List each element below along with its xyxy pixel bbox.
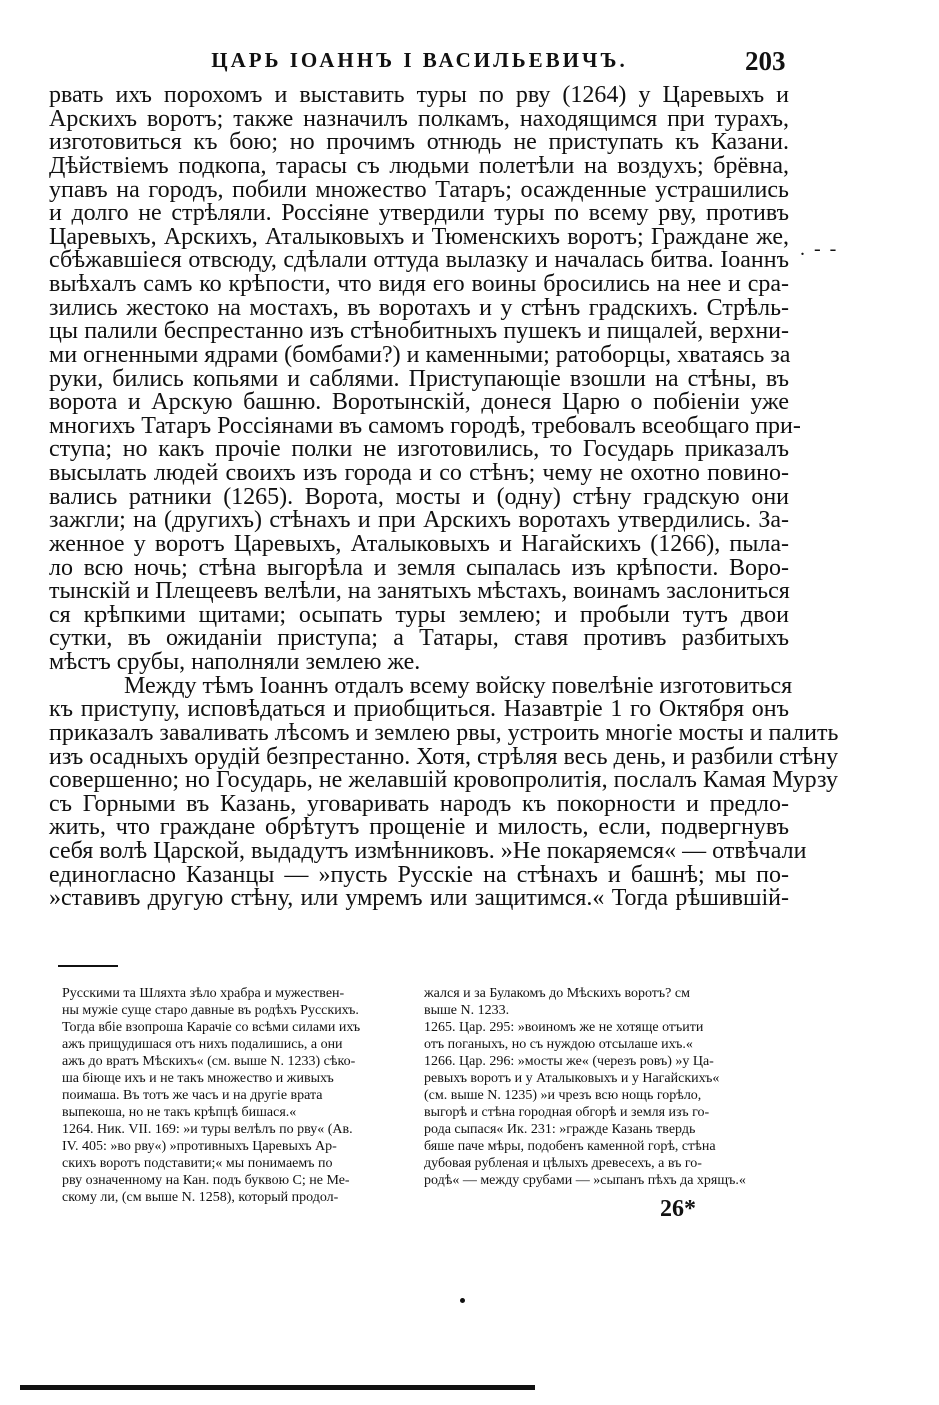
text-line: Арскихъ воротъ; также назначилъ полкамъ, находящимся при турахъ, bbox=[49, 105, 789, 132]
text-line: сбѣжавшіеся отвсюду, сдѣлали оттуда вылазку и началась битва. Іоаннъ bbox=[49, 247, 789, 274]
footnote-line: ажъ прищудишася отъ нихъ подалишись, а они bbox=[62, 1037, 343, 1052]
footnote-line: выпекоша, но не такъ крѣпцѣ бишася.« bbox=[62, 1105, 297, 1120]
text-line: выѣхалъ самъ ко крѣпости, что видя его воины бросились на нее и сра- bbox=[49, 271, 789, 297]
signature-mark: 26* bbox=[660, 1196, 696, 1222]
footnote-line: (см. выше N. 1235) »и чрезъ всю нощь горѣло, bbox=[424, 1088, 702, 1103]
footnotes-right-column bbox=[424, 985, 794, 1189]
text-line: высылать людей своихъ изъ города и со стѣнъ; чему не охотно повино- bbox=[49, 460, 789, 486]
text-line: ворота и Арскую башню. Воротынскій, донеся Царю о побіеніи уже bbox=[49, 389, 789, 416]
text-line: совершенно; но Государь, не желавшій кровопролитія, послалъ Камая Мурзу bbox=[49, 767, 838, 794]
text-line: рвать ихъ порохомъ и выставить туры по рву (1264) у Царевыхъ и bbox=[49, 82, 789, 108]
footnote-line: бяше паче мѣры, подобенъ каменной горѣ, стѣна bbox=[424, 1139, 716, 1154]
text-line: сутки, въ ожиданіи приступа; а Татары, ставя противъ разбитыхъ bbox=[49, 625, 789, 652]
footnote-line: скому ли, (см выше N. 1258), который продол- bbox=[62, 1190, 339, 1205]
text-line: изъ осадныхъ орудій безпрестанно. Хотя, стрѣляя весь день, и разбили стѣну bbox=[49, 743, 839, 770]
footnote-line: рода сыпася« Ик. 231: »граждe Казань твердь bbox=[424, 1122, 696, 1137]
footnote-line: 1264. Ник. VII. 169: »и туры велѣлъ по рву« (Ав. bbox=[62, 1122, 353, 1137]
footnote-line: Русскими та Шляхта зѣло храбра и мужествен- bbox=[62, 986, 345, 1001]
text-line: ло всю ночь; стѣна выгорѣла и земля сыпалась изъ крѣпости. Воро- bbox=[49, 554, 789, 581]
footnote-line: 1266. Цар. 296: »мосты же« (черезъ ровъ) »у Ца- bbox=[424, 1054, 714, 1069]
footnote-line: ны мужіе суще старо давные въ родѣхъ Русскихъ. bbox=[62, 1003, 359, 1018]
text-line: Царевыхъ, Арскихъ, Аталыковыхъ и Тюменскихъ воротъ; Граждане же, bbox=[49, 223, 789, 250]
text-line: руки, бились копьями и саблями. Приступающіе взошли на стѣны, въ bbox=[49, 365, 789, 392]
footnote-line: скихъ воротъ подставити;« мы понимаемъ по bbox=[62, 1156, 333, 1171]
text-line: приказалъ заваливать лѣсомъ и землею рвы, устроить многіе мосты и палить bbox=[49, 719, 839, 746]
text-line: цы палили беспрестанно изъ стѣнобитныхъ пушекъ и пищалей, верхни- bbox=[49, 318, 789, 345]
text-line: зажгли; на (другихъ) стѣнахъ и при Арскихъ воротахъ утвердились. За- bbox=[49, 507, 789, 534]
text-line: изготовиться къ бою; но прочимъ отнюдь не приступать къ Казани. bbox=[49, 129, 789, 156]
scan-edge-bar bbox=[20, 1385, 535, 1390]
footnote-line: отъ поганыхъ, но съ нуждою отсылаше ихъ.« bbox=[424, 1037, 693, 1052]
footnote-line: ревыхъ воротъ и у Аталыковыхъ и у Нагайскихъ« bbox=[424, 1071, 720, 1086]
footnote-line: родѣ« — между срубами — »сыпанъ пѣхъ да хрящъ.« bbox=[424, 1173, 746, 1188]
margin-mark: . - - bbox=[800, 238, 839, 260]
text-line: мѣстъ срубы, наполняли землею же. bbox=[49, 649, 421, 675]
ink-dot bbox=[460, 1298, 465, 1303]
footnote-line: 1265. Цар. 295: »воиномъ же не хотяще отъити bbox=[424, 1020, 704, 1035]
footnote-line: жался и за Булакомъ до Мѣскихъ воротъ? см bbox=[424, 986, 690, 1001]
footnote-line: дубовая рубленая и цѣлыхъ древесехъ, а въ го- bbox=[424, 1156, 702, 1171]
footnote-line: выше N. 1233. bbox=[424, 1003, 510, 1018]
text-line: ступа; но какъ прочіе полки не изготовились, то Государь приказалъ bbox=[49, 436, 789, 463]
page-number: 203 bbox=[745, 46, 786, 76]
footnote-line: IV. 405: »во рву«) »противныхъ Царевыхъ Ар- bbox=[62, 1139, 337, 1154]
text-line: единогласно Казанцы — »пусть Русскіе на стѣнахъ и башнѣ; мы по- bbox=[49, 861, 789, 888]
footnotes-left-column bbox=[62, 985, 422, 1206]
text-line: тынскій и Плещеевъ велѣли, на занятыхъ мѣстахъ, воинамъ заслониться bbox=[49, 578, 790, 605]
main-text-body bbox=[49, 82, 839, 912]
text-line: Дѣйствіемъ подкопа, тарасы съ людьми полетѣли на воздухъ; брёвна, bbox=[49, 152, 789, 179]
running-head: ЦАРЬ ІОАННЪ І ВАСИЛЬЕВИЧЪ. bbox=[211, 48, 628, 72]
footnote-line: выгорѣ и стѣна городная обгорѣ и земля изъ го- bbox=[424, 1105, 710, 1120]
text-line: многихъ Татаръ Россіянами въ самомъ городѣ, требовалъ всеобщаго при- bbox=[49, 412, 801, 439]
footnote-line: ша біюще ихъ и не такъ множество и живыхъ bbox=[62, 1071, 334, 1086]
footnote-line: рву означенному на Кан. подъ буквою С; не Ме- bbox=[62, 1173, 350, 1188]
text-line: себя волѣ Царской, выдадутъ измѣнниковъ. »Не покаряемся« — отвѣчали bbox=[49, 838, 807, 864]
text-line: ми огненными ядрами (бомбами?) и каменными; ратоборцы, хватаясь за bbox=[49, 341, 791, 368]
text-line: »ставивъ другую стѣну, или умремъ или защитимся.« Тогда рѣшившій- bbox=[49, 885, 789, 912]
text-line: вались ратники (1265). Ворота, мосты и (одну) стѣну градскую они bbox=[49, 483, 789, 510]
text-line: съ Горными въ Казань, уговаривать народъ къ покорности и предло- bbox=[49, 790, 789, 817]
footnote-line: поимаша. Въ тотъ же часъ и на другіе врата bbox=[62, 1088, 323, 1103]
text-line: упавъ на городъ, побили множество Татаръ; осажденные устрашились bbox=[49, 176, 789, 203]
footnote-line: ажъ до вратъ Мѣскихъ« (см. выше N. 1233) сѣко- bbox=[62, 1054, 356, 1069]
text-line: жить, что граждане обрѣтутъ прощеніе и милость, если, подвергнувъ bbox=[49, 814, 789, 841]
text-line: и долго не стрѣляли. Россіяне утвердили туры по всему рву, противъ bbox=[49, 200, 789, 227]
text-line: зились жестоко на мостахъ, въ воротахъ и у стѣнъ градскихъ. Стрѣль- bbox=[49, 294, 789, 321]
footnote-line: Тогда вбіе взопроша Карачіе со всѣми силами ихъ bbox=[62, 1020, 361, 1035]
text-line: Между тѣмъ Іоаннъ отдалъ всему войску повелѣніе изготовиться bbox=[124, 672, 793, 699]
text-line: къ приступу, исповѣдаться и приобщиться. Назавтріе 1 го Октября онъ bbox=[49, 696, 789, 723]
text-line: ся крѣпкими щитами; осыпать туры землею; и пробыли тутъ двои bbox=[49, 601, 789, 628]
text-line: женное у воротъ Царевыхъ, Аталыковыхъ и Нагайскихъ (1266), пыла- bbox=[49, 530, 789, 557]
footnote-rule bbox=[58, 965, 118, 967]
